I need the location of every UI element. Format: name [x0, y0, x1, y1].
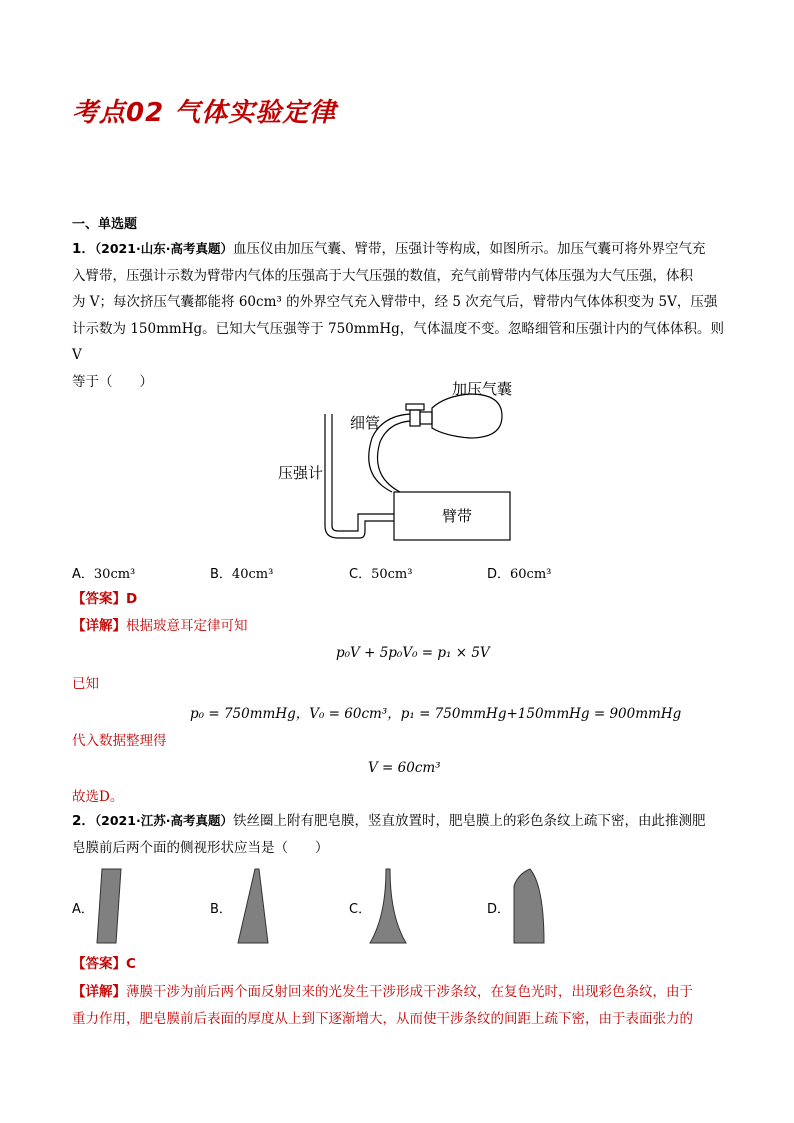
film-shape-c	[366, 866, 410, 946]
question-2-detail: 【详解】薄膜干涉为前后两个面反射回来的光发生干涉形成干涉条纹，在复色光时，出现彩色条纹，由于 重力作用，肥皂膜前后表面的厚度从上到下逐渐增大，从而使干涉条纹的间距上疏下密，由于表面张力的	[72, 984, 693, 1027]
option-b[interactable]: B．	[210, 902, 232, 917]
question-1-source: （2021·山东·高考真题）	[94, 241, 233, 256]
question-1-line-3: 为 V；每次挤压气囊都能将 60cm³ 的外界空气充入臂带中，经 5 次充气后，臂带内气体体积变为 5V，压强	[72, 294, 718, 310]
film-shape-b	[230, 866, 272, 946]
option-d[interactable]: D．	[487, 902, 511, 917]
question-1-line-1: 血压仪由加压气囊、臂带，压强计等构成，如图所示。加压气囊可将外界空气充	[232, 241, 706, 257]
option-a[interactable]: A．30cm³	[72, 567, 136, 582]
question-1-detail: 【详解】根据玻意耳定律可知	[72, 618, 248, 634]
gauge-label: 压强计	[278, 464, 324, 482]
question-1-line-2: 入臂带，压强计示数为臂带内气体的压强高于大气压强的数值，充气前臂带内气体压强为大气压强，体积	[72, 267, 693, 284]
film-shape-a	[94, 866, 130, 946]
question-1-line-4: 计示数为 150mmHg。已知大气压强等于 750mmHg，气体温度不变。忽略细管和压强计内的气体体积。则 V	[72, 320, 724, 363]
question-2-answer: 【答案】C	[72, 956, 136, 972]
page-title: 考点02 气体实验定律	[72, 98, 337, 128]
question-2-line-2: 皂膜前后两个面的侧视形状应当是（ ）	[72, 839, 329, 856]
known-label: 已知	[72, 676, 99, 692]
formula-boyle: p₀V + 5p₀V₀ = p₁ × 5V	[336, 645, 490, 661]
formula-known-values: p₀ = 750mmHg，V₀ = 60cm³，p₁ = 750mmHg+150mmHg = 900mmHg	[190, 706, 682, 722]
cuff-label: 臂带	[442, 507, 473, 525]
question-1-stem: 1．（2021·山东·高考真题）血压仪由加压气囊、臂带，压强计等构成，如图所示。加压气囊可将外界空气充 入臂带，压强计示数为臂带内气体的压强高于大气压强的数值，充气前臂带内气体压强为大气压强，体积 为 V；每次挤压气囊都能将 60cm³ 的外界空气充入臂带中，经 5 次充气后，臂带内气体体积变为 5V，压强 计示数为 150mmHg。已知大气压强等于 750mmHg，气体温度不变。忽略细管和压强计内的气体体积。则 V 等于（ ）	[72, 241, 724, 390]
question-1-line-5: 等于（ ）	[72, 373, 153, 390]
option-c[interactable]: C．50cm³	[349, 567, 413, 582]
option-b[interactable]: B．40cm³	[210, 567, 274, 582]
question-1-number: 1	[72, 241, 82, 257]
bulb-label: 加压气囊	[452, 380, 513, 398]
blood-pressure-figure	[270, 376, 530, 546]
question-1-answer: 【答案】D	[72, 591, 138, 607]
section-heading: 一、单选题	[72, 217, 138, 232]
question-2-source: （2021·江苏·高考真题）	[94, 813, 233, 828]
question-2-number: 2	[72, 813, 82, 829]
question-2-stem: 2．（2021·江苏·高考真题）铁丝圈上附有肥皂膜，竖直放置时，肥皂膜上的彩色条纹上疏下密，由此推测肥 皂膜前后两个面的侧视形状应当是（ ）	[72, 813, 706, 856]
option-a[interactable]: A．	[72, 902, 94, 917]
question-2-detail-line-2: 重力作用，肥皂膜前后表面的厚度从上到下逐渐增大，从而使干涉条纹的间距上疏下密，由于表面张力的	[72, 1010, 693, 1027]
option-c[interactable]: C．	[349, 902, 372, 917]
tube-label: 细管	[350, 414, 381, 432]
question-2-line-1: 铁丝圈上附有肥皂膜，竖直放置时，肥皂膜上的彩色条纹上疏下密，由此推测肥	[232, 813, 706, 829]
formula-result: V = 60cm³	[368, 760, 441, 776]
substitute-label: 代入数据整理得	[72, 733, 167, 749]
question-1-conclusion: 故选D。	[72, 789, 124, 805]
film-shape-d	[508, 866, 548, 946]
question-2-detail-line-1: 薄膜干涉为前后两个面反射回来的光发生干涉形成干涉条纹，在复色光时，出现彩色条纹，由于	[126, 984, 693, 1000]
option-d[interactable]: D．60cm³	[487, 567, 552, 582]
